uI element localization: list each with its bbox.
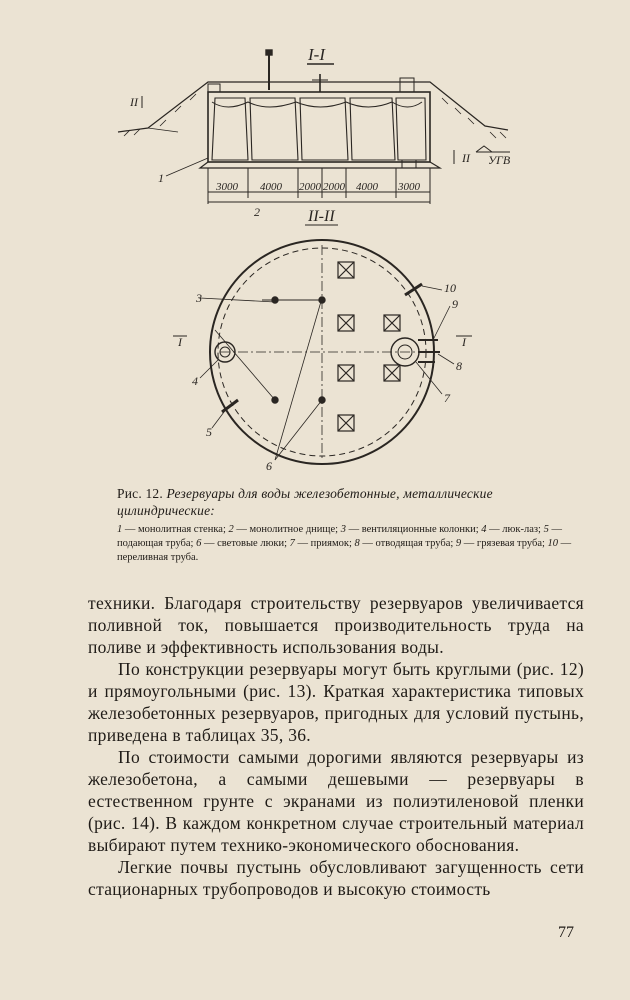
paragraph-1: техники. Благодаря строительству резервуаров увеличивается поливной ток, повышается производительность труда на поливе и эффективность использования воды. <box>88 593 584 657</box>
callout-4: 4 <box>192 374 198 388</box>
legend-text: — люк-лаз; <box>489 524 541 535</box>
body-text <box>88 592 584 900</box>
callout-1: 1 <box>158 171 164 185</box>
legend-num: 2 <box>228 524 234 535</box>
section-mark-left: II <box>130 95 138 109</box>
callout-10: 10 <box>444 281 456 295</box>
figure-caption <box>117 485 587 565</box>
legend-num: 7 <box>289 538 295 549</box>
legend-text: — световые люки; <box>203 538 288 549</box>
dim-5: 4000 <box>356 181 378 193</box>
legend-text: — приямок; <box>297 538 352 549</box>
legend-text: — переливная труба. <box>117 538 572 563</box>
legend-num: 1 <box>117 524 123 535</box>
callout-8: 8 <box>456 359 462 373</box>
cut-left: I <box>178 335 182 349</box>
paragraph-4: Легкие почвы пустынь обусловливают загущенность сети стационарных трубопроводов и высокую стоимость <box>88 857 584 899</box>
paragraph-2: По конструкции резервуары могут быть круглыми (рис. 12) и прямоугольными (рис. 13). Краткая характеристика типовых железобетонных резервуаров, пригодных для условий пустынь, приведена в таблицах 35, 36. <box>88 659 584 745</box>
caption-title: Резервуары для воды железобетонные, металлические цилиндрические: <box>117 486 493 518</box>
dim-6: 3000 <box>398 181 420 193</box>
dim-1: 3000 <box>216 181 238 193</box>
cut-right: I <box>462 335 466 349</box>
section-title-top: I-I <box>308 45 325 64</box>
dim-3: 2000 <box>299 181 321 193</box>
callout-5: 5 <box>206 425 212 439</box>
section-mark-right: II <box>462 151 470 165</box>
legend-num: 4 <box>481 524 487 535</box>
caption-prefix: Рис. 12. <box>117 486 163 501</box>
reservoir-figure <box>100 40 520 475</box>
legend-num: 5 <box>543 524 549 535</box>
legend-num: 10 <box>547 538 559 549</box>
groundwater-label: УГВ <box>488 153 511 167</box>
legend-text: — отводящая труба; <box>362 538 454 549</box>
callout-6: 6 <box>266 459 272 473</box>
legend-text: — вентиляционные колонки; <box>348 524 479 535</box>
legend-text: — грязевая труба; <box>463 538 545 549</box>
legend-num: 3 <box>340 524 346 535</box>
legend-num: 9 <box>455 538 462 549</box>
caption-legend <box>117 523 587 565</box>
callout-7: 7 <box>444 391 450 405</box>
legend-text: — монолитная стенка; <box>124 524 226 535</box>
legend-text: — подающая труба; <box>117 524 562 549</box>
paragraph-3: По стоимости самыми дорогими являются резервуары из железобетона, а самыми дешевыми — резервуары в естественном грунте с экранами из полиэтиленовой пленки (рис. 14). В каждом конкретном случае строительный материал выбирают путем технико-экономического обоснования. <box>88 747 584 855</box>
page-number: 77 <box>558 924 574 941</box>
callout-2: 2 <box>254 205 260 219</box>
legend-text: — монолитное днище; <box>236 524 339 535</box>
legend-num: 8 <box>354 538 360 549</box>
section-title-bottom: II-II <box>308 208 335 225</box>
callout-3: 3 <box>196 291 202 305</box>
dim-4: 2000 <box>323 181 345 193</box>
callout-9: 9 <box>452 297 458 311</box>
dim-2: 4000 <box>260 181 282 193</box>
legend-num: 6 <box>196 538 202 549</box>
